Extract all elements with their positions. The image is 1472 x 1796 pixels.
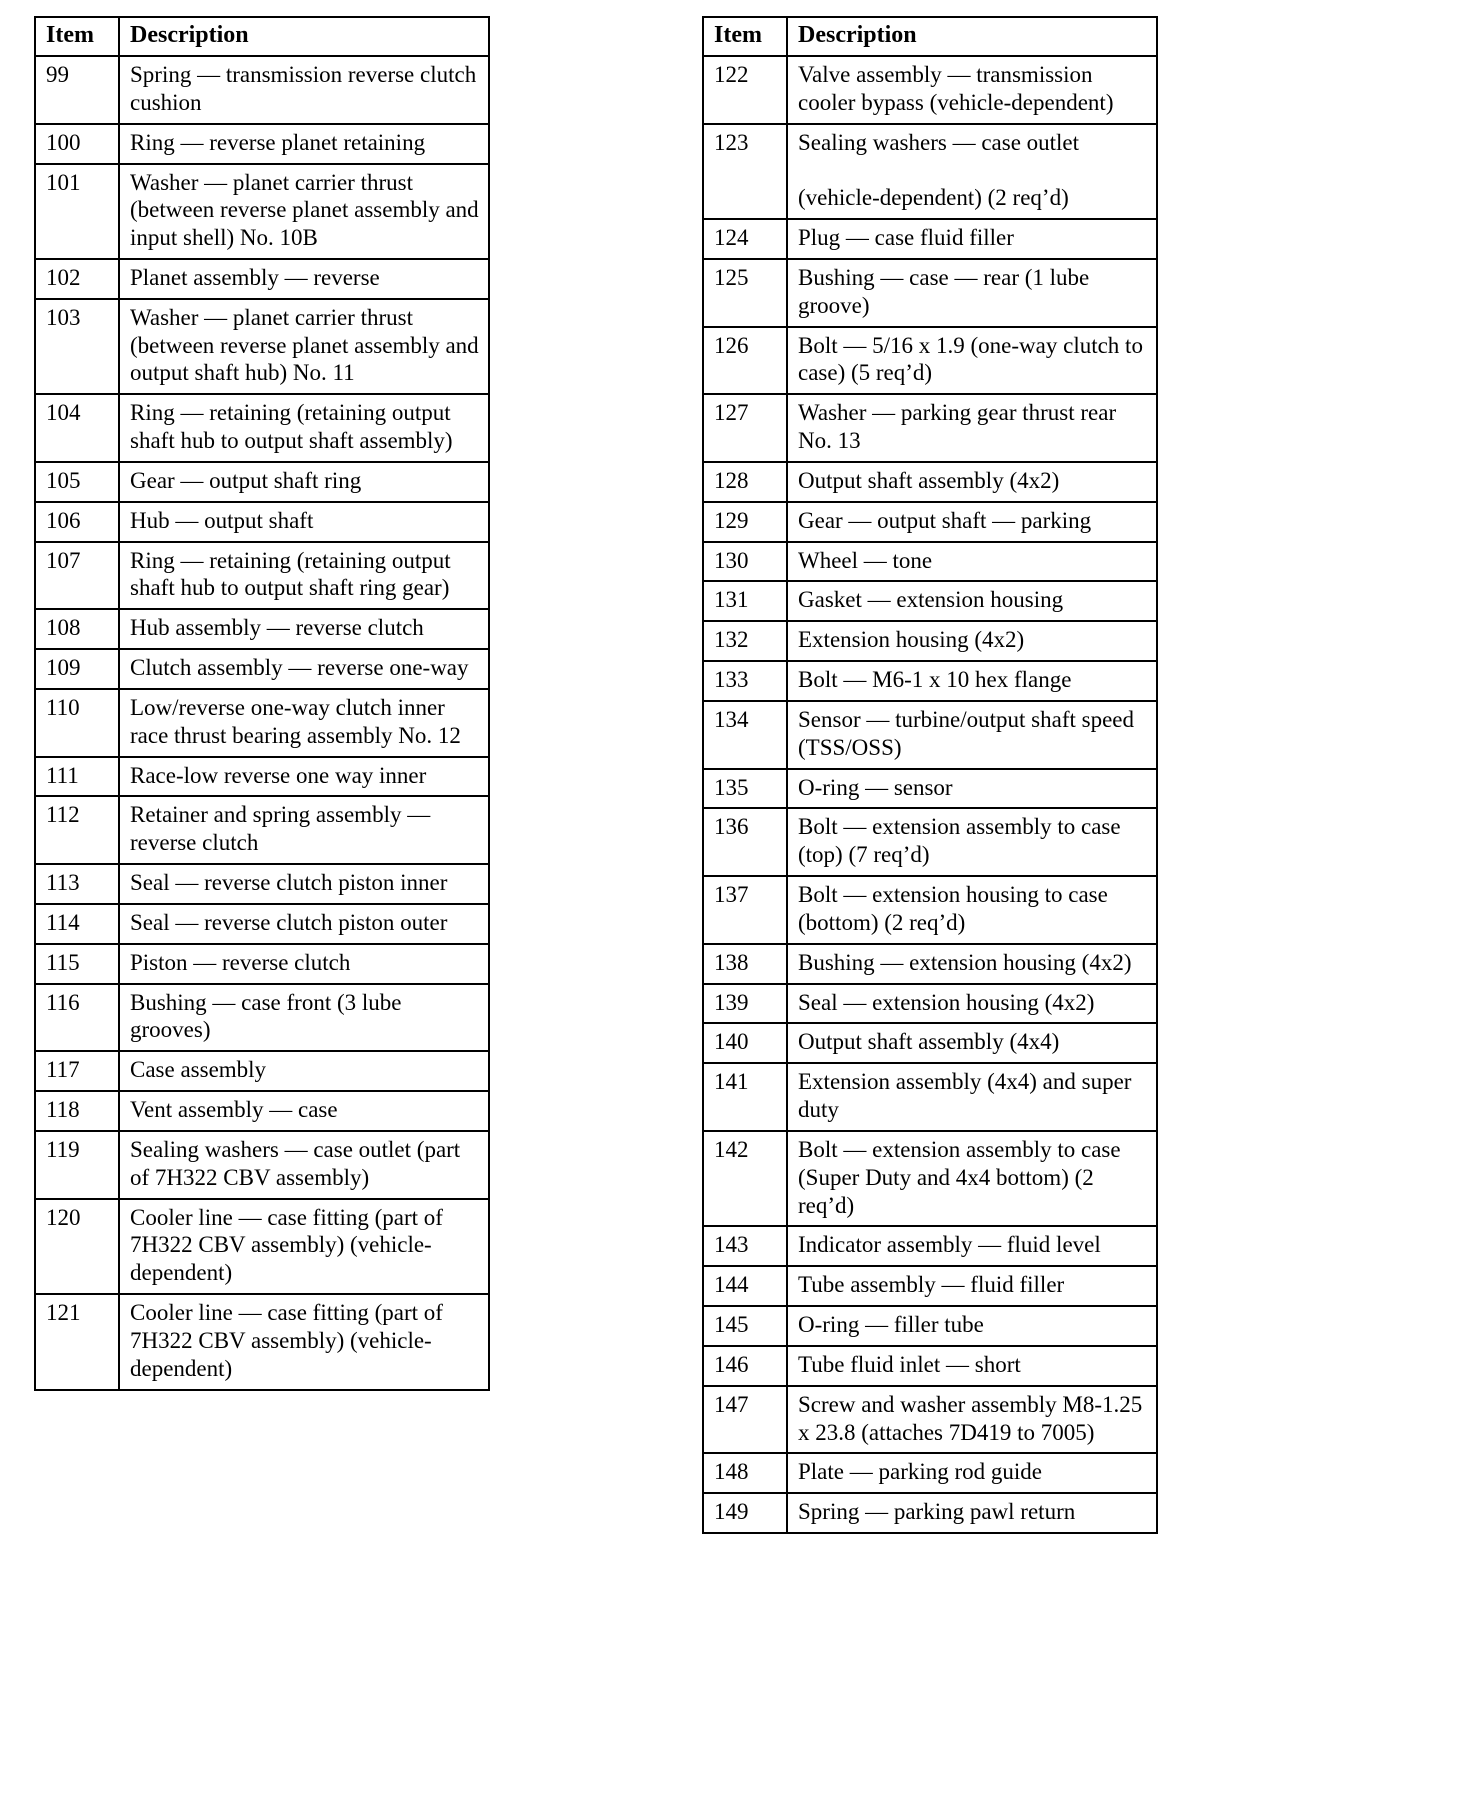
- cell-item-number: 105: [35, 462, 119, 502]
- table-row: [703, 1346, 1157, 1386]
- cell-description: Hub — output shaft: [119, 502, 489, 542]
- table-row: [703, 876, 1157, 944]
- cell-item-number: 120: [35, 1199, 119, 1294]
- cell-description: Seal — extension housing (4x2): [787, 984, 1157, 1024]
- cell-description: Extension assembly (4x4) and super duty: [787, 1063, 1157, 1131]
- cell-description: Low/reverse one-way clutch inner race thrust bearing assembly No. 12: [119, 689, 489, 757]
- cell-description: Wheel — tone: [787, 542, 1157, 582]
- cell-description: Hub assembly — reverse clutch: [119, 609, 489, 649]
- cell-description: Bolt — extension housing to case (bottom) (2 req’d): [787, 876, 1157, 944]
- table-row: [35, 124, 489, 164]
- cell-description: Spring — parking pawl return: [787, 1493, 1157, 1533]
- cell-description: Vent assembly — case: [119, 1091, 489, 1131]
- cell-item-number: 128: [703, 462, 787, 502]
- cell-description: Retainer and spring assembly — reverse clutch: [119, 796, 489, 864]
- table-row: [35, 1294, 489, 1389]
- cell-description: Race-low reverse one way inner: [119, 757, 489, 797]
- cell-description: Gear — output shaft ring: [119, 462, 489, 502]
- column-header-description: Description: [119, 17, 489, 56]
- cell-item-number: 101: [35, 164, 119, 259]
- table-header-row: [35, 17, 489, 56]
- table-row: [35, 689, 489, 757]
- cell-description: Output shaft assembly (4x4): [787, 1023, 1157, 1063]
- table-row: [35, 502, 489, 542]
- cell-item-number: 145: [703, 1306, 787, 1346]
- table-row: [35, 394, 489, 462]
- cell-item-number: 114: [35, 904, 119, 944]
- table-row: [703, 219, 1157, 259]
- cell-item-number: 149: [703, 1493, 787, 1533]
- cell-item-number: 130: [703, 542, 787, 582]
- table-row: [703, 984, 1157, 1024]
- cell-description: Seal — reverse clutch piston inner: [119, 864, 489, 904]
- cell-item-number: 119: [35, 1131, 119, 1199]
- table-row: [703, 701, 1157, 769]
- cell-item-number: 134: [703, 701, 787, 769]
- cell-item-number: 133: [703, 661, 787, 701]
- cell-description: Spring — transmission reverse clutch cushion: [119, 56, 489, 124]
- table-row: [703, 808, 1157, 876]
- table-row: [35, 757, 489, 797]
- cell-description: Bushing — case front (3 lube grooves): [119, 984, 489, 1052]
- cell-item-number: 100: [35, 124, 119, 164]
- cell-item-number: 104: [35, 394, 119, 462]
- table-row: [35, 164, 489, 259]
- table-row: [35, 1051, 489, 1091]
- cell-item-number: 117: [35, 1051, 119, 1091]
- cell-item-number: 144: [703, 1266, 787, 1306]
- table-row: [35, 904, 489, 944]
- cell-item-number: 137: [703, 876, 787, 944]
- cell-item-number: 112: [35, 796, 119, 864]
- table-row: [703, 621, 1157, 661]
- table-row: [703, 1493, 1157, 1533]
- cell-item-number: 99: [35, 56, 119, 124]
- table-row: [703, 1266, 1157, 1306]
- cell-description: Ring — reverse planet retaining: [119, 124, 489, 164]
- cell-item-number: 139: [703, 984, 787, 1024]
- cell-description: Bolt — extension assembly to case (Super Duty and 4x4 bottom) (2 req’d): [787, 1131, 1157, 1226]
- cell-item-number: 102: [35, 259, 119, 299]
- cell-description: Cooler line — case fitting (part of 7H322 CBV assembly) (vehicle-dependent): [119, 1199, 489, 1294]
- cell-item-number: 109: [35, 649, 119, 689]
- cell-description: Washer — planet carrier thrust (between reverse planet assembly and input shell) No. 10B: [119, 164, 489, 259]
- parts-table-right: [702, 16, 1158, 1534]
- table-row: [35, 649, 489, 689]
- table-row: [35, 259, 489, 299]
- cell-description: Bolt — extension assembly to case (top) (7 req’d): [787, 808, 1157, 876]
- column-header-item: Item: [703, 17, 787, 56]
- cell-item-number: 146: [703, 1346, 787, 1386]
- cell-description: Bushing — case — rear (1 lube groove): [787, 259, 1157, 327]
- cell-item-number: 125: [703, 259, 787, 327]
- table-row: [703, 1453, 1157, 1493]
- cell-item-number: 131: [703, 581, 787, 621]
- cell-description: Piston — reverse clutch: [119, 944, 489, 984]
- cell-item-number: 142: [703, 1131, 787, 1226]
- right-column: [702, 16, 1158, 1796]
- cell-description: Bolt — 5/16 x 1.9 (one-way clutch to case) (5 req’d): [787, 327, 1157, 395]
- cell-description: Valve assembly — transmission cooler bypass (vehicle-dependent): [787, 56, 1157, 124]
- left-column: [34, 16, 490, 1796]
- table-row: [703, 394, 1157, 462]
- cell-description: Output shaft assembly (4x2): [787, 462, 1157, 502]
- cell-item-number: 113: [35, 864, 119, 904]
- table-row: [703, 462, 1157, 502]
- cell-item-number: 106: [35, 502, 119, 542]
- table-row: [703, 1226, 1157, 1266]
- cell-item-number: 116: [35, 984, 119, 1052]
- table-row: [703, 56, 1157, 124]
- table-row: [703, 124, 1157, 219]
- cell-description: Cooler line — case fitting (part of 7H322 CBV assembly) (vehicle-dependent): [119, 1294, 489, 1389]
- table-row: [35, 1199, 489, 1294]
- cell-item-number: 103: [35, 299, 119, 394]
- cell-description: Washer — parking gear thrust rear No. 13: [787, 394, 1157, 462]
- cell-description: Plug — case fluid filler: [787, 219, 1157, 259]
- cell-description: Gasket — extension housing: [787, 581, 1157, 621]
- cell-description: Plate — parking rod guide: [787, 1453, 1157, 1493]
- cell-item-number: 110: [35, 689, 119, 757]
- table-row: [703, 327, 1157, 395]
- table-row: [703, 1063, 1157, 1131]
- cell-description: O-ring — filler tube: [787, 1306, 1157, 1346]
- table-row: [35, 1091, 489, 1131]
- cell-description: Ring — retaining (retaining output shaft hub to output shaft ring gear): [119, 542, 489, 610]
- cell-item-number: 148: [703, 1453, 787, 1493]
- table-row: [35, 299, 489, 394]
- cell-item-number: 118: [35, 1091, 119, 1131]
- table-row: [703, 542, 1157, 582]
- table-row: [703, 1131, 1157, 1226]
- cell-item-number: 136: [703, 808, 787, 876]
- table-row: [35, 864, 489, 904]
- table-row: [35, 56, 489, 124]
- cell-description: Case assembly: [119, 1051, 489, 1091]
- cell-description: Tube fluid inlet — short: [787, 1346, 1157, 1386]
- table-row: [35, 796, 489, 864]
- cell-item-number: 108: [35, 609, 119, 649]
- cell-item-number: 127: [703, 394, 787, 462]
- table-row: [703, 1386, 1157, 1454]
- table-row: [703, 661, 1157, 701]
- table-row: [703, 944, 1157, 984]
- cell-item-number: 135: [703, 769, 787, 809]
- table-row: [35, 542, 489, 610]
- column-header-description: Description: [787, 17, 1157, 56]
- table-row: [703, 581, 1157, 621]
- cell-item-number: 143: [703, 1226, 787, 1266]
- cell-item-number: 123: [703, 124, 787, 219]
- table-row: [703, 1306, 1157, 1346]
- table-row: [703, 769, 1157, 809]
- cell-description: Planet assembly — reverse: [119, 259, 489, 299]
- cell-description: Clutch assembly — reverse one-way: [119, 649, 489, 689]
- table-row: [35, 944, 489, 984]
- cell-item-number: 111: [35, 757, 119, 797]
- cell-description: Bushing — extension housing (4x2): [787, 944, 1157, 984]
- cell-item-number: 147: [703, 1386, 787, 1454]
- table-row: [35, 609, 489, 649]
- table-row: [703, 1023, 1157, 1063]
- cell-description: Tube assembly — fluid filler: [787, 1266, 1157, 1306]
- cell-item-number: 138: [703, 944, 787, 984]
- cell-description: Washer — planet carrier thrust (between reverse planet assembly and output shaft hub) No. 11: [119, 299, 489, 394]
- cell-description: Seal — reverse clutch piston outer: [119, 904, 489, 944]
- cell-description: Sealing washers — case outlet (vehicle-dependent) (2 req’d): [787, 124, 1157, 219]
- cell-description: Sensor — turbine/output shaft speed (TSS/OSS): [787, 701, 1157, 769]
- cell-description: Indicator assembly — fluid level: [787, 1226, 1157, 1266]
- cell-description: Gear — output shaft — parking: [787, 502, 1157, 542]
- cell-item-number: 107: [35, 542, 119, 610]
- cell-item-number: 140: [703, 1023, 787, 1063]
- cell-item-number: 121: [35, 1294, 119, 1389]
- table-row: [703, 502, 1157, 542]
- table-row: [35, 984, 489, 1052]
- table-header-row: [703, 17, 1157, 56]
- parts-table-left: [34, 16, 490, 1391]
- cell-description: Ring — retaining (retaining output shaft hub to output shaft assembly): [119, 394, 489, 462]
- cell-description: Extension housing (4x2): [787, 621, 1157, 661]
- cell-item-number: 141: [703, 1063, 787, 1131]
- table-row: [703, 259, 1157, 327]
- cell-item-number: 115: [35, 944, 119, 984]
- cell-item-number: 129: [703, 502, 787, 542]
- cell-item-number: 126: [703, 327, 787, 395]
- table-row: [35, 1131, 489, 1199]
- cell-description: O-ring — sensor: [787, 769, 1157, 809]
- cell-description: Screw and washer assembly M8-1.25 x 23.8 (attaches 7D419 to 7005): [787, 1386, 1157, 1454]
- cell-item-number: 132: [703, 621, 787, 661]
- cell-description: Sealing washers — case outlet (part of 7H322 CBV assembly): [119, 1131, 489, 1199]
- cell-item-number: 122: [703, 56, 787, 124]
- table-row: [35, 462, 489, 502]
- column-header-item: Item: [35, 17, 119, 56]
- cell-description: Bolt — M6-1 x 10 hex flange: [787, 661, 1157, 701]
- cell-item-number: 124: [703, 219, 787, 259]
